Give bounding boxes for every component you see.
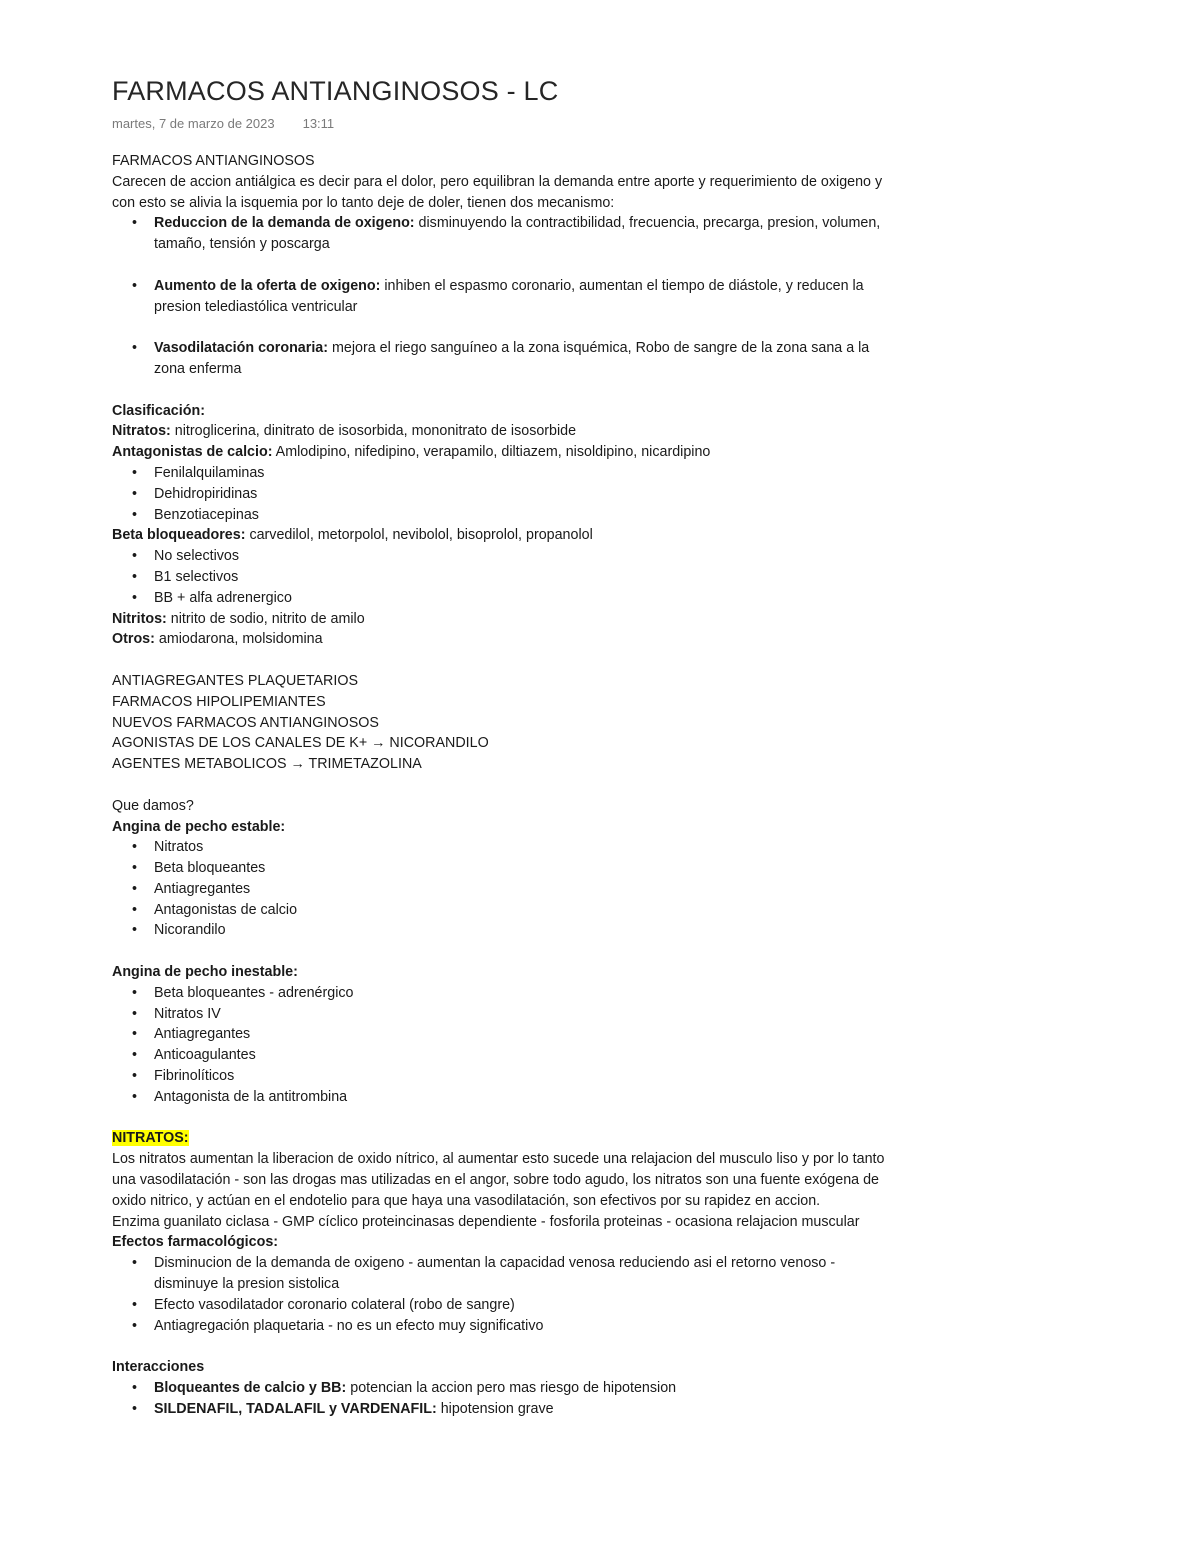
beta-list (112, 546, 902, 608)
efectos-list (112, 1253, 902, 1336)
list-item: • Anticoagulantes (112, 1045, 902, 1066)
item-label: Reduccion de la demanda de oxigeno: (154, 215, 415, 232)
list-item: • Antagonistas de calcio (112, 900, 902, 921)
section-heading-estable: Angina de pecho estable: (112, 818, 286, 835)
item-text: nitrito de sodio, nitrito de amilo (166, 610, 365, 627)
page-title: FARMACOS ANTIANGINOSOS - LC (112, 76, 559, 106)
extra-line: NUEVOS FARMACOS ANTIANGINOSOS (112, 714, 379, 731)
list-item: • Antagonista de la antitrombina (112, 1087, 902, 1108)
note-time: 13:11 (302, 116, 335, 131)
note-page (112, 74, 902, 1420)
list-item: • Beta bloqueantes (112, 858, 902, 879)
spacer (112, 941, 902, 962)
note-date: martes, 7 de marzo de 2023 (112, 116, 275, 131)
item-text: amiodarona, molsidomina (154, 631, 323, 648)
list-item: • BB + alfa adrenergico (112, 588, 902, 609)
clasif-otros (112, 629, 902, 650)
extra-line: AGONISTAS DE LOS CANALES DE K+ → NICORANDILO (112, 735, 489, 752)
item-label: Bloqueantes de calcio y BB: (154, 1380, 347, 1397)
list-item: • Dehidropiridinas (112, 484, 902, 505)
section-heading-clasificacion: Clasificación: (112, 402, 205, 419)
item-label: Antagonistas de calcio: (112, 444, 273, 461)
list-item: • Efecto vasodilatador coronario colateral (robo de sangre) (112, 1295, 902, 1316)
list-item (112, 1399, 902, 1420)
spacer (112, 1108, 902, 1129)
extra-line: FARMACOS HIPOLIPEMIANTES (112, 693, 326, 710)
estable-list (112, 837, 902, 941)
list-item: • Nitratos IV (112, 1004, 902, 1025)
list-item: • Antiagregación plaquetaria - no es un efecto muy significativo (112, 1316, 902, 1337)
note-timestamp (112, 115, 902, 132)
item-label: SILDENAFIL, TADALAFIL y VARDENAFIL: (154, 1400, 437, 1417)
section-heading-efectos: Efectos farmacológicos: (112, 1234, 279, 1251)
spacer (112, 255, 902, 276)
section-heading-antianginosos: FARMACOS ANTIANGINOSOS (112, 153, 315, 169)
item-label: Beta bloqueadores: (112, 527, 246, 544)
list-item: • No selectivos (112, 546, 902, 567)
spacer (112, 775, 902, 796)
mechanisms-list (112, 213, 902, 379)
clasif-nitritos (112, 609, 902, 630)
item-label: Vasodilatación coronaria: (154, 340, 328, 357)
section-heading-nitratos (112, 1128, 902, 1149)
antagonistas-list (112, 463, 902, 525)
inestable-list (112, 983, 902, 1108)
item-text: potencian la accion pero mas riesgo de hipotension (346, 1380, 677, 1397)
clasif-nitratos (112, 421, 902, 442)
item-label: Aumento de la oferta de oxigeno: (154, 277, 381, 294)
spacer (112, 650, 902, 671)
section-heading-inestable: Angina de pecho inestable: (112, 964, 298, 981)
list-item: • Fibrinolíticos (112, 1066, 902, 1087)
highlighted-heading: NITRATOS: (112, 1130, 189, 1147)
nitratos-paragraph: Los nitratos aumentan la liberacion de oxido nítrico, al aumentar esto sucede una relajacion del musculo liso y por lo tanto una vasodilatación - son las drogas mas utilizadas en el angor, sobre todo agudo, los nitratos son una fuente exógena de oxido nitrico, y actúan en el endotelio para que haya una vasodilatación, son efectivos por su rapidez en accion. (112, 1151, 885, 1209)
item-text: inhiben el espasmo coronario, aumentan el tiempo de diástole, y reducen la presion telediastólica ventricular (154, 277, 864, 315)
item-text: hipotension grave (436, 1400, 554, 1417)
section-heading-interacciones: Interacciones (112, 1359, 205, 1376)
item-text: disminuyendo la contractibilidad, frecuencia, precarga, presion, volumen, tamaño, tensión y poscarga (154, 215, 881, 253)
list-item (112, 1378, 902, 1399)
spacer (112, 380, 902, 401)
item-text: nitroglicerina, dinitrato de isosorbida, mononitrato de isosorbide (170, 423, 577, 440)
mechanism-paragraph: Enzima guanilato ciclasa - GMP cíclico proteincinasas dependiente - fosforila proteinas - ocasiona relajacion muscular (112, 1213, 860, 1230)
item-text: carvedilol, metorpolol, nevibolol, bisoprolol, propanolol (245, 527, 593, 544)
list-item: • Nitratos (112, 837, 902, 858)
list-item: • Nicorandilo (112, 920, 902, 941)
extra-line: ANTIAGREGANTES PLAQUETARIOS (112, 672, 359, 689)
list-item: • Disminucion de la demanda de oxigeno - aumentan la capacidad venosa reduciendo asi el retorno venoso - disminuye la presion sistolica (112, 1253, 902, 1295)
spacer (112, 317, 902, 338)
list-item: • Antiagregantes (112, 1024, 902, 1045)
clasif-antagonistas (112, 442, 902, 463)
intro-paragraph: Carecen de accion antiálgica es decir para el dolor, pero equilibran la demanda entre aporte y requerimiento de oxigeno y con esto se alivia la isquemia por lo tanto deje de doler, tienen dos mecanismo: (112, 173, 883, 211)
clasif-beta (112, 525, 902, 546)
question-line: Que damos? (112, 797, 194, 814)
extra-line: AGENTES METABOLICOS → TRIMETAZOLINA (112, 756, 422, 773)
interacciones-list (112, 1378, 902, 1420)
item-label: Nitritos: (112, 610, 167, 627)
item-label: Otros: (112, 631, 155, 648)
item-text: Amlodipino, nifedipino, verapamilo, diltiazem, nisoldipino, nicardipino (272, 444, 711, 461)
list-item (112, 276, 902, 318)
list-item: • Beta bloqueantes - adrenérgico (112, 983, 902, 1004)
list-item (112, 213, 902, 255)
list-item (112, 338, 902, 380)
item-text: mejora el riego sanguíneo a la zona isquémica, Robo de sangre de la zona sana a la zona enferma (154, 340, 870, 377)
list-item: • Fenilalquilaminas (112, 463, 902, 484)
note-body (112, 151, 902, 1420)
item-label: Nitratos: (112, 423, 171, 440)
list-item: • B1 selectivos (112, 567, 902, 588)
list-item: • Antiagregantes (112, 879, 902, 900)
spacer (112, 1336, 902, 1357)
list-item: • Benzotiacepinas (112, 505, 902, 526)
